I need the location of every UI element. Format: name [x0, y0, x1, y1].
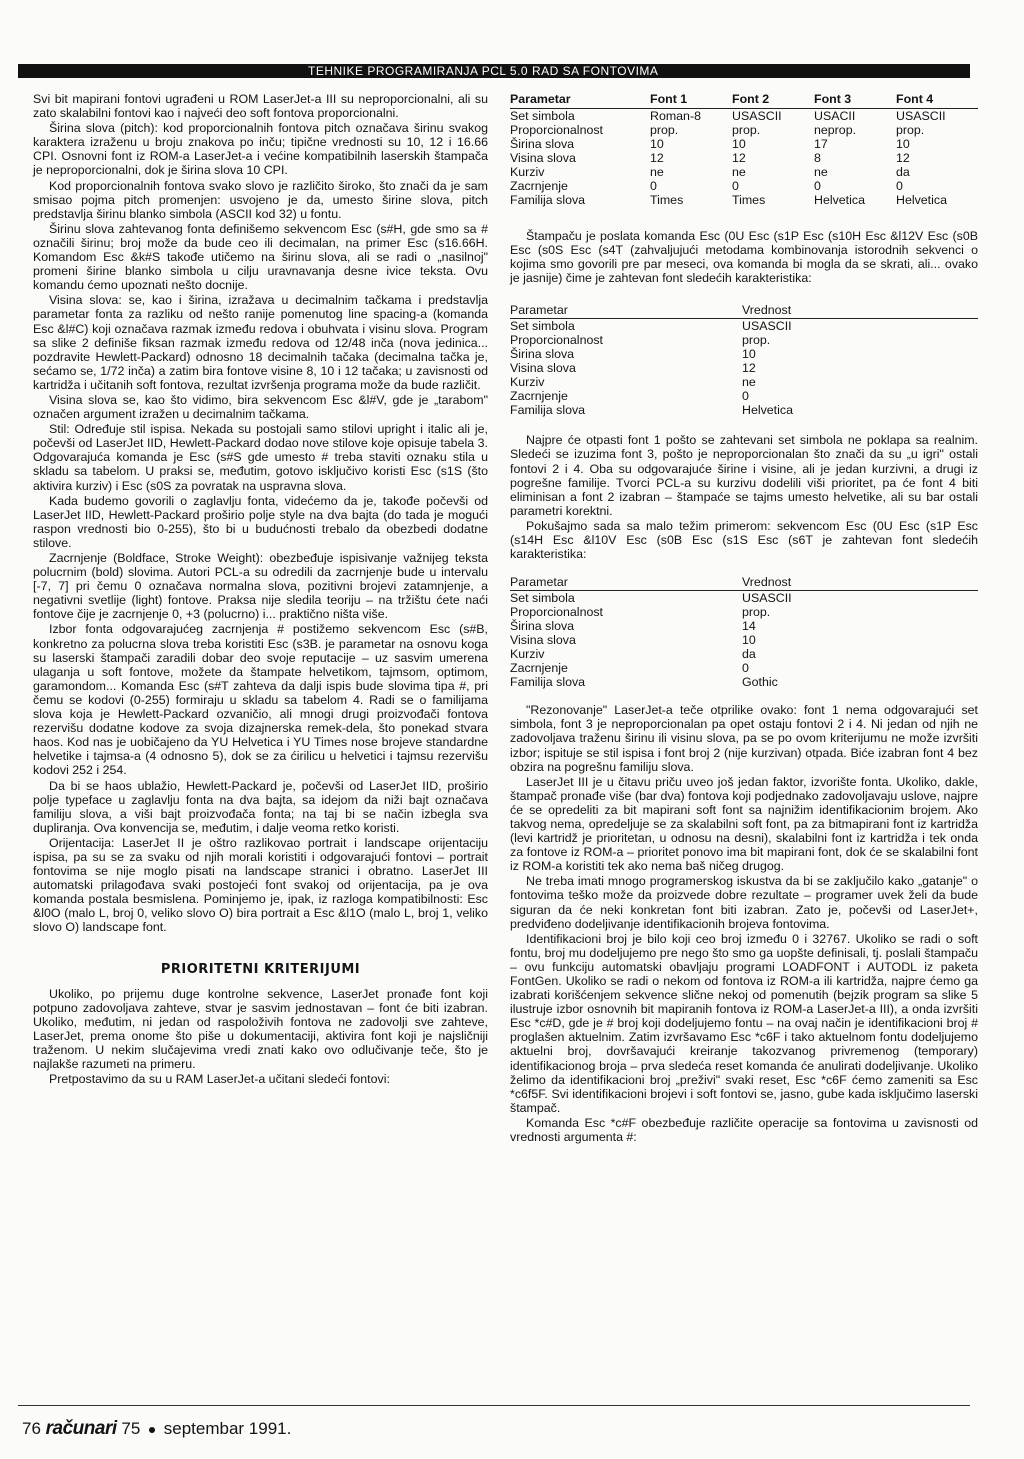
table-row	[510, 375, 978, 389]
paragraph: Kada budemo govorili o zaglavlju fonta, videćemo da je, takođe počevši od LaserJet IID, Hewlett-Packard proširio polje style na dva bajta (do tada je mogući raspon vrednosti bio 0-255), što bi u budućnosti trebalo da obezbedi dodatne stilove.	[33, 493, 488, 550]
table-cell: Roman-8	[650, 109, 701, 123]
table-cell: 17	[814, 137, 828, 151]
table-cell: ne	[742, 375, 756, 390]
table-cell: ne	[732, 165, 746, 179]
table-row	[510, 193, 978, 207]
table-cell: Helvetica	[896, 193, 947, 207]
font-table	[510, 92, 978, 207]
table-cell: 12	[896, 151, 910, 165]
table-cell: da	[896, 165, 910, 179]
table-row	[510, 347, 978, 361]
table-cell: 12	[650, 151, 664, 165]
paragraph: Najpre će otpasti font 1 pošto se zahtevani set simbola ne poklapa sa realnim. Sledeći se izuzima font 3, pošto je neproporcionalan što znači da su „u igri" ostali fontovi 2 i 4. Oba su odgovarajuće širine i visine, ali je jedan kurzivni, a drugi iz pogrešne familije. Tvorci PCL-a su kurzivu dodelili viši prioritet, pa će font 4 biti eliminisan a font 2 izabran – štampaće se tajms umesto helvetike, ali su bar ostali parametri korektni.	[510, 433, 978, 518]
table-cell: USASCII	[732, 109, 782, 123]
table-cell: 14	[742, 619, 756, 634]
paragraph: Ukoliko, po prijemu duge kontrolne sekvence, LaserJet pronađe font koji potpuno zadovoljava zahteve, stvar je sasvim jednostavan – font će biti izabran. Ukoliko, međutim, ni jedan od raspoloživih fontova ne zadovolji sve zahteve, LaserJet, prema onome što piše u dokumentaciji, aktivira font koji je najsličniji traženom. U nekim slučajevima vredi znati kako ovo odlučivanje teče, što je najlakše razumeti na primeru.	[33, 986, 488, 1072]
table-row	[510, 661, 978, 675]
paragraph: Stil: Određuje stil ispisa. Nekada su postojali samo stilovi upright i italic ali je, počevši od LaserJet IID, Hewlett-Packard dodao nove stilove koje opisuje tabela 3. Odgovarajuća komanda je Esc (s#S gde umesto # treba staviti oznaku stila u skladu sa tabelom. U praksi se, međutim, gotovo isključivo koristi Esc (s1S (što aktivira kurziv) i Esc (s0S za povratak na uspravna slova.	[33, 422, 488, 493]
issue-date: septembar 1991.	[163, 1419, 292, 1438]
bullet-dot	[149, 1427, 155, 1433]
issue-number: 75	[121, 1419, 141, 1438]
magazine-name: računari	[45, 1418, 117, 1439]
table-row	[510, 109, 978, 124]
table-cell: prop.	[742, 605, 771, 620]
left-column	[33, 92, 488, 1087]
table-cell: 0	[814, 179, 821, 193]
table-cell: 10	[742, 347, 756, 362]
table-cell: USACII	[814, 109, 856, 123]
table-row	[510, 151, 978, 165]
paragraph: Svi bit mapirani fontovi ugrađeni u ROM LaserJet-a III su neproporcionalni, ali su zato skalabilni fontovi kao i najveći deo soft fontova proporcionalni.	[33, 92, 488, 121]
table-cell: 10	[650, 137, 664, 151]
table-cell: ne	[650, 165, 664, 179]
table-header-row	[510, 575, 978, 591]
paragraph: Ne treba imati mnogo programerskog iskustva da bi se zaključilo kako „gatanje" o fontovima teško može da proizvede dobre rezultate – programer uvek želi da bude siguran da će neki konkretan font biti izabran. Zato je, počevši od LaserJet+, predviđeno dodeljivanje identifikacionih brojeva fontovima.	[510, 874, 978, 931]
requirements-table-1-wrap	[510, 303, 978, 417]
paragraph: Pokušajmo sada sa malo težim primerom: sekvencom Esc (0U Esc (s1P Esc (s14H Esc &l10V Esc (s0B Esc (s1S Esc (s6T je zahtevan font sledećih karakteristika:	[510, 518, 978, 562]
table-header-cell: Font 2	[732, 92, 770, 106]
table-cell: 0	[650, 179, 657, 193]
table-header-cell: Font 1	[650, 92, 688, 106]
table-cell: Familija slova	[510, 403, 586, 418]
table-cell: Širina slova	[510, 347, 575, 362]
table-cell: Zacrnjenje	[510, 179, 568, 193]
table-cell: Familija slova	[510, 675, 586, 690]
table-cell: prop.	[896, 123, 925, 137]
table-header-cell: Parametar	[510, 303, 568, 318]
table-row	[510, 137, 978, 151]
table-cell: 10	[732, 137, 746, 151]
table-cell: Set simbola	[510, 109, 575, 123]
table-cell: prop.	[732, 123, 761, 137]
section-heading: PRIORITETNI KRITERIJUMI	[160, 961, 361, 977]
footer-rule	[18, 1405, 970, 1406]
table-cell: Set simbola	[510, 591, 575, 606]
paragraph: "Rezonovanje" LaserJet-a teče otprilike ovako: font 1 nema odgovarajući set simbola, font 3 je neproporcionalan pa opet ostaju fontovi 2 i 4. Ni jedan od njih ne zadovoljava traženu širinu ili visinu slova, pa se po ovom kriterijumu ne može izvršiti izbor; ispituje se stil ispisa i font broj 2 (nije kurzivan) otpada. Biće izabran font 4 bez obzira na pogrešnu familiju slova.	[510, 703, 978, 774]
paragraph: Širinu slova zahtevanog fonta definišemo sekvencom Esc (s#H, gde smo sa # označili širinu; broj može da bude ceo ili decimalan, na primer Esc (s16.66H. Komandom Esc &k#S takođe utičemo na širinu slova, ali se radi o „nasilnoj" promeni širine blanko simbola u cilju uravnavanja desne ivice teksta. Ovu komandu ćemo upoznati nešto docnije.	[33, 221, 488, 293]
table-row	[510, 361, 978, 375]
table-header-cell: Parametar	[510, 575, 568, 590]
table-cell: 0	[742, 661, 749, 676]
table-cell: USASCII	[896, 109, 946, 123]
table-row	[510, 333, 978, 347]
table-row	[510, 179, 978, 193]
table-cell: 8	[814, 151, 821, 165]
paragraph: Štampaču je poslata komanda Esc (0U Esc (s1P Esc (s10H Esc &l12V Esc (s0B Esc (s0S Esc (s4T (zahvaljujući metodama kombinovanja istorodnih sekvenci o kojima smo govorili pre par meseci, ova komanda bi mogla da se skrati, ali... ovako je jasnije) čime je zahtevan font sledećih karakteristika:	[510, 229, 978, 286]
table-cell: Helvetica	[742, 403, 793, 418]
table-cell: Kurziv	[510, 647, 545, 662]
table-header-cell: Vrednost	[742, 575, 792, 590]
table-cell: 0	[896, 179, 903, 193]
table-cell: Visina slova	[510, 361, 576, 376]
table-row	[510, 633, 978, 647]
table-cell: Visina slova	[510, 633, 576, 648]
table-row	[510, 389, 978, 403]
table-cell: prop.	[650, 123, 679, 137]
table-header-cell: Vrednost	[742, 303, 792, 318]
paragraph: Komanda Esc *c#F obezbeđuje različite operacije sa fontovima u zavisnosti od vrednosti argumenta #:	[510, 1115, 978, 1145]
right-column	[510, 92, 978, 1145]
banner-text: TEHNIKE PROGRAMIRANJA PCL 5.0 RAD SA FONTOVIMA	[308, 64, 659, 78]
font-table-wrap	[510, 92, 978, 207]
requirements-table-2-wrap	[510, 575, 978, 689]
table-cell: neprop.	[814, 123, 857, 137]
table-cell: Kurziv	[510, 375, 545, 390]
table-cell: Times	[650, 193, 684, 207]
table-row	[510, 647, 978, 661]
table-row	[510, 319, 978, 334]
table-cell: 10	[742, 633, 756, 648]
page-footer	[22, 1418, 291, 1440]
table-header-row	[510, 303, 978, 319]
table-header-row	[510, 92, 978, 109]
paragraph: Da bi se haos ublažio, Hewlett-Packard je, počevši od LaserJet IID, proširio polje typeface u zaglavlju fonta na dva bajta, sa idejom da niži bajt označava familiju slova, a viši bajt proizvođača fonta; na taj bi se način izbegla sva dupliranja. Ova konvencija se, međutim, i dalje veoma retko koristi.	[33, 778, 488, 835]
table-cell: prop.	[742, 333, 771, 348]
paragraph: Orijentacija: LaserJet II je oštro razlikovao portrait i landscape orijentaciju ispisa, pa su se za svaku od njih morali koristiti i odgovarajući fontovi – portrait fontovima se nije moglo pisati na landscape stranici i obratno. LaserJet III automatski prilagođava svaki postojeći font svakoj od orijentacija, pa je ova komanda postala besmislena. Pominjemo je, ipak, iz razloga kompatibilnosti: Esc &l0O (malo L, broj 0, veliko slovo O) bira portrait a Esc &l1O (malo L, broj 1, veliko slovo O) landscape font.	[33, 835, 488, 935]
section-banner	[18, 64, 970, 78]
table-cell: 0	[742, 389, 749, 404]
paragraph: Pretpostavimo da su u RAM LaserJet-a učitani sledeći fontovi:	[49, 1072, 390, 1087]
table-cell: Zacrnjenje	[510, 389, 568, 404]
table-cell: Širina slova	[510, 137, 575, 151]
table-cell: 12	[732, 151, 746, 165]
requirements-table-1	[510, 303, 978, 417]
paragraph: Širina slova (pitch): kod proporcionalnih fontova pitch označava širinu svakog karaktera izraženu u broju znakova po inču; tipične vrednosti su 10, 12 i 16.66 CPI. Osnovni font iz ROM-a LaserJet-a i većine kompatibilnih laserskih štampača je neproporcionalni, dok je širina slova 10 CPI.	[33, 121, 488, 178]
paragraph: Visina slova se, kao što vidimo, bira sekvencom Esc &l#V, gde je „tarabom" označen argument izražen u decimalnim tačkama.	[33, 392, 488, 422]
table-cell: Zacrnjenje	[510, 661, 568, 676]
requirements-table-2	[510, 575, 978, 689]
table-cell: Set simbola	[510, 319, 575, 334]
paragraph: LaserJet III je u čitavu priču uveo još jedan faktor, izvorište fonta. Ukoliko, dakle, štampač pronađe više (bar dva) fontova koji podjednako zadovoljavaju uslove, najpre će se opredeliti za bit mapirani soft font sa najnižim identifikacionim brojem. Ako takvog nema, opredeljuje se za skalabilni soft font, pa za bitmapirani font iz kartridža (levi kartridž je prioritetan, u odnosu na desni), skalabilni font iz kartridža i tek onda za fontove iz ROM-a – prioritet ponovo ima bit mapirani font, dok će se skalabilni font iz ROM-a koristiti tek ako nema baš ničeg drugog.	[510, 774, 978, 874]
table-cell: Proporcionalnost	[510, 123, 603, 137]
table-cell: Širina slova	[510, 619, 575, 634]
table-header-cell: Font 3	[814, 92, 852, 106]
table-cell: Visina slova	[510, 151, 576, 165]
table-cell: USASCII	[742, 319, 792, 334]
table-row	[510, 591, 978, 606]
table-header-cell: Parametar	[510, 92, 571, 106]
table-cell: da	[742, 647, 756, 662]
table-row	[510, 619, 978, 633]
table-row	[510, 165, 978, 179]
table-cell: ne	[814, 165, 828, 179]
table-cell: 10	[896, 137, 910, 151]
paragraph: Visina slova: se, kao i širina, izražava u decimalnim tačkama i predstavlja parametar fonta za razliku od nešto ranije pomenutog line spacing-a (komanda Esc &l#C) koji označava razmak između redova i obuhvata i visinu slova. Program sa slike 2 definiše fiksan razmak između redova od 12/48 inča (nova jedinica... pozdravite Hewlett-Packard) odnosno 18 decimalnih tačaka (decimalna tačka je, sećamo se, 1/72 inča) a zatim bira fontove visine 8, 10 i 12 tačaka; u zavisnosti od kartridža i učitanih soft fontova, rezultat izvršenja programa može da bude različit.	[33, 293, 488, 392]
table-row	[510, 605, 978, 619]
table-cell: Proporcionalnost	[510, 605, 603, 620]
table-cell: Familija slova	[510, 193, 586, 207]
table-cell: USASCII	[742, 591, 792, 606]
table-cell: 0	[732, 179, 739, 193]
table-row	[510, 675, 978, 689]
table-header-cell: Font 4	[896, 92, 934, 106]
table-cell: Proporcionalnost	[510, 333, 603, 348]
table-cell: Times	[732, 193, 766, 207]
table-cell: 12	[742, 361, 756, 376]
paragraph: Kod proporcionalnih fontova svako slovo je različito široko, što znači da je sam smisao pojma pitch promenjen: usvojeno je da, umesto širine slova, pitch predstavlja širinu blanko simbola (ASCII kod 32) u fontu.	[33, 178, 488, 221]
paragraph: Identifikacioni broj je bilo koji ceo broj između 0 i 32767. Ukoliko se radi o soft fontu, broj mu dodeljujemo pre nego što smo ga uopšte definisali, tj. poslali štampaču – ovu funkciju automatski obavljaju programi LOADFONT i AUTODL iz paketa FontGen. Ukoliko se radi o nekom od fontova iz ROM-a ili kartridža, najpre ćemo ga izabrati korišćenjem sekvence slične nekoj od pomenutih (bejzik program sa slike 5 ilustruje izbor osnovnih bit mapiranih fontova iz ROM-a LaserJet-a III), a onda izvršiti Esc *c#D, gde je # broj koji dodeljujemo fontu – na ovaj način je identifikacioni broj # proglašen aktuelnim. Zatim izvršavamo Esc *c6F i tako aktuelnom fontu dodeljujemo aktuelni broj, dovršavajući kreiranje takozvanog privremenog (temporary) identifikacionog broja – prva sledeća reset komanda će anulirati dodeljivanje. Ukoliko želimo da identifikacioni broj „preživi" svaki reset, Esc *c6F ćemo zameniti sa Esc *c6f5F. Svi identifikacioni brojevi i soft fontovi se, jasno, gube kada isključimo laserski štampač.	[510, 931, 978, 1115]
paragraph: Zacrnjenje (Boldface, Stroke Weight): obezbeđuje ispisivanje važnijeg teksta polucrnim (bold) slovima. Autori PCL-a su odredili da zacrnjenje bude u intervalu [-7, 7] pri čemu 0 označava normalna slova, pozitivni brojevi zatamnjenje, a negativni svetlije (light) fontove. Praksa nije sledila teoriju – na tržištu ćete naći fontove čije je zacrnjenje 0, +3 (polucrno) i... praktično ništa više.	[33, 551, 488, 622]
table-row	[510, 403, 978, 417]
table-cell: Kurziv	[510, 165, 545, 179]
table-cell: Gothic	[742, 675, 778, 690]
table-cell: Helvetica	[814, 193, 865, 207]
page-number: 76	[22, 1419, 41, 1438]
paragraph: Izbor fonta odgovarajućeg zacrnjenja # postižemo sekvencom Esc (s#B, konkretno za polucrna slova treba koristiti Esc (s3B. je parametar na osnovu koga su laserski štampači zaradili dobar deo svoje reputacije – uz sasvim umerena ulaganja u soft fontove, možete da štampate helvetikom, tajmsom, optimom, garamondom... Komanda Esc (s#T zahteva da dalji ispis bude slovima tipa #, pri čemu se kodovi (0-255) formiraju u skladu sa tabelom 4. Radi se o familijama slova koja je Hewlett-Packard ozvaničio, ali mnogi drugi proizvođači fontova rezervišu dodatne kodove za svoja dizajnerska remek-dela, što ponekad stvara haos. Kod nas je uobičajeno da YU Helvetica i YU Times nose brojeve standardne helvetike i tajmsa-a (4 odnosno 5), dok se za ćirilicu u helvetici i tajmsu rezervišu kodovi 252 i 254.	[33, 622, 488, 778]
table-row	[510, 123, 978, 137]
